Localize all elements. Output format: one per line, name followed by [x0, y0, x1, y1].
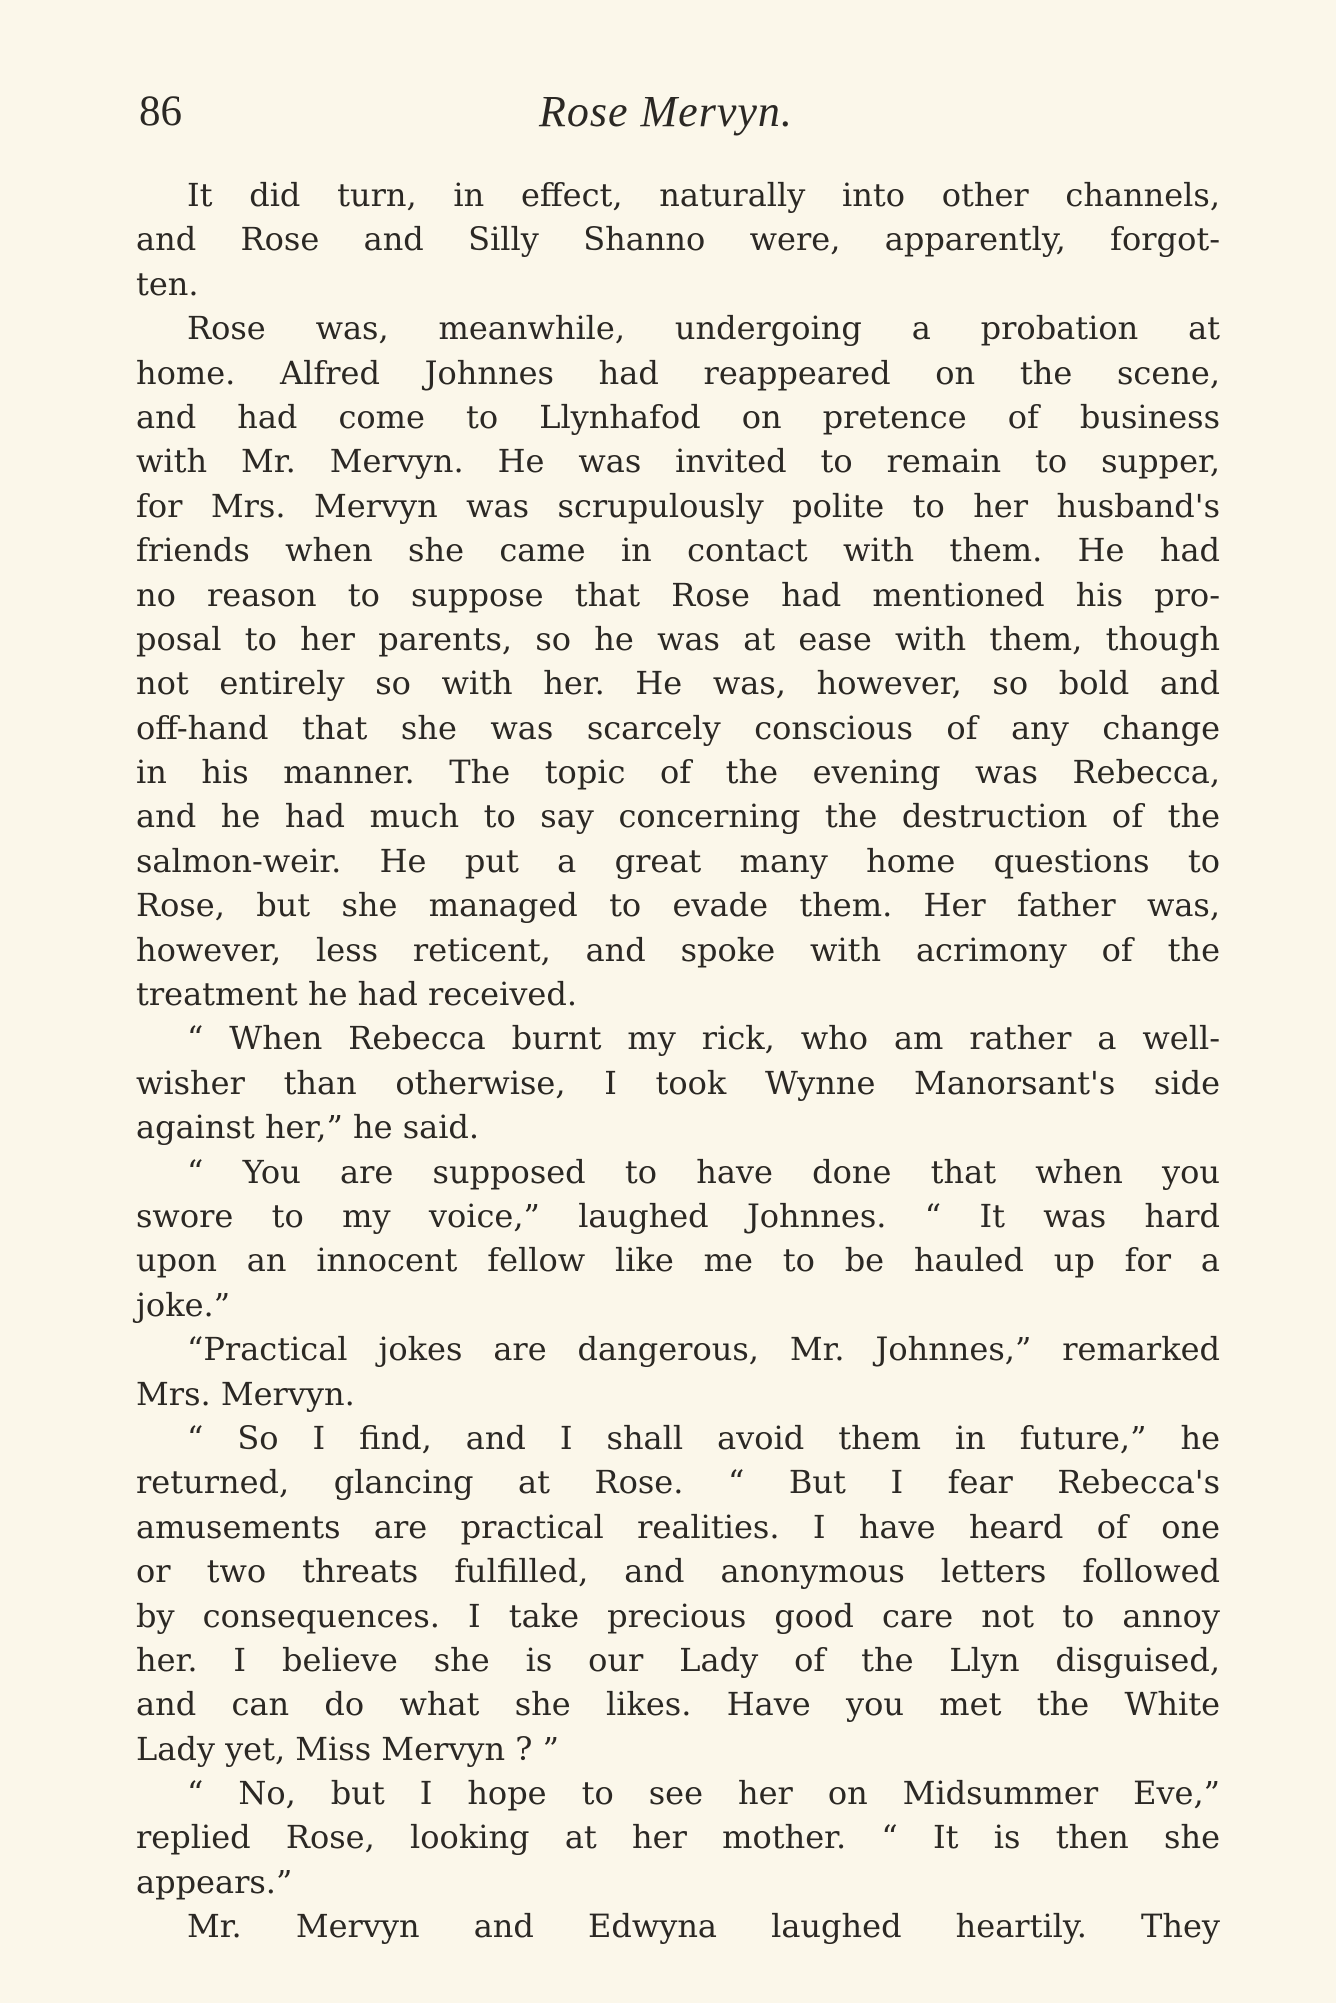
text-line: treatment he had received.	[136, 975, 578, 1014]
text-line: by consequences. I take precious good care not to annoy	[136, 1596, 1220, 1635]
text-line: friends when she came in contact with them. He had	[136, 531, 1220, 570]
text-line: It did turn, in effect, naturally into other channels,	[187, 176, 1220, 214]
text-line: Rose, but she managed to evade them. Her father was,	[136, 886, 1220, 925]
text-line: her. I believe she is our Lady of the Llyn disguised,	[136, 1640, 1220, 1679]
body-text	[136, 173, 1220, 1949]
text-line: “ No, but I hope to see her on Midsummer Eve,”	[187, 1774, 1220, 1813]
text-line: joke.”	[136, 1285, 231, 1324]
page-header	[0, 82, 1336, 142]
text-line: Mr. Mervyn and Edwyna laughed heartily. They	[187, 1907, 1220, 1946]
text-line: home. Alfred Johnnes had reappeared on the scene,	[136, 353, 1220, 392]
text-line: and Rose and Silly Shanno were, apparently, forgot-	[136, 220, 1220, 259]
text-line: no reason to suppose that Rose had mentioned his pro-	[136, 575, 1220, 614]
text-line: in his manner. The topic of the evening was Rebecca,	[136, 753, 1220, 792]
text-line: off-hand that she was scarcely conscious of any change	[136, 708, 1220, 747]
text-line: “ So I find, and I shall avoid them in future,” he	[187, 1418, 1220, 1457]
text-line: however, less reticent, and spoke with acrimony of the	[136, 930, 1220, 969]
text-line: amusements are practical realities. I have heard of one	[136, 1507, 1220, 1546]
text-line: for Mrs. Mervyn was scrupulously polite to her husband's	[136, 486, 1220, 525]
text-line: “ You are supposed to have done that when you	[187, 1152, 1220, 1191]
text-line: ten.	[136, 264, 199, 303]
text-line: wisher than otherwise, I took Wynne Manorsant's side	[136, 1063, 1220, 1102]
text-line: returned, glancing at Rose. “ But I fear Rebecca's	[136, 1463, 1220, 1502]
text-line: posal to her parents, so he was at ease with them, though	[136, 619, 1220, 658]
text-line: salmon-weir. He put a great many home questions to	[136, 841, 1220, 880]
text-line: and can do what she likes. Have you met the White	[136, 1685, 1220, 1724]
text-line: against her,” he said.	[136, 1108, 480, 1147]
running-title: Rose Mervyn.	[539, 87, 793, 136]
text-line: Lady yet, Miss Mervyn ? ”	[136, 1729, 559, 1768]
text-line: replied Rose, looking at her mother. “ It is then she	[136, 1818, 1220, 1857]
page-number: 86	[139, 88, 182, 135]
text-line: Mrs. Mervyn.	[136, 1374, 355, 1413]
text-line: or two threats fulfilled, and anonymous letters followed	[136, 1552, 1220, 1591]
text-line: upon an innocent fellow like me to be hauled up for a	[136, 1241, 1220, 1280]
text-line: swore to my voice,” laughed Johnnes. “ It was hard	[136, 1196, 1220, 1235]
text-line: “Practical jokes are dangerous, Mr. Johnnes,” remarked	[187, 1330, 1220, 1369]
text-line: “ When Rebecca burnt my rick, who am rather a well-	[187, 1019, 1220, 1058]
text-line: and he had much to say concerning the destruction of the	[136, 797, 1220, 836]
text-line: not entirely so with her. He was, however, so bold and	[136, 664, 1220, 703]
text-line: appears.”	[136, 1862, 293, 1901]
text-line: Rose was, meanwhile, undergoing a probation at	[187, 309, 1220, 348]
text-line: with Mr. Mervyn. He was invited to remain to supper,	[136, 442, 1220, 481]
text-line: and had come to Llynhafod on pretence of business	[136, 397, 1220, 436]
